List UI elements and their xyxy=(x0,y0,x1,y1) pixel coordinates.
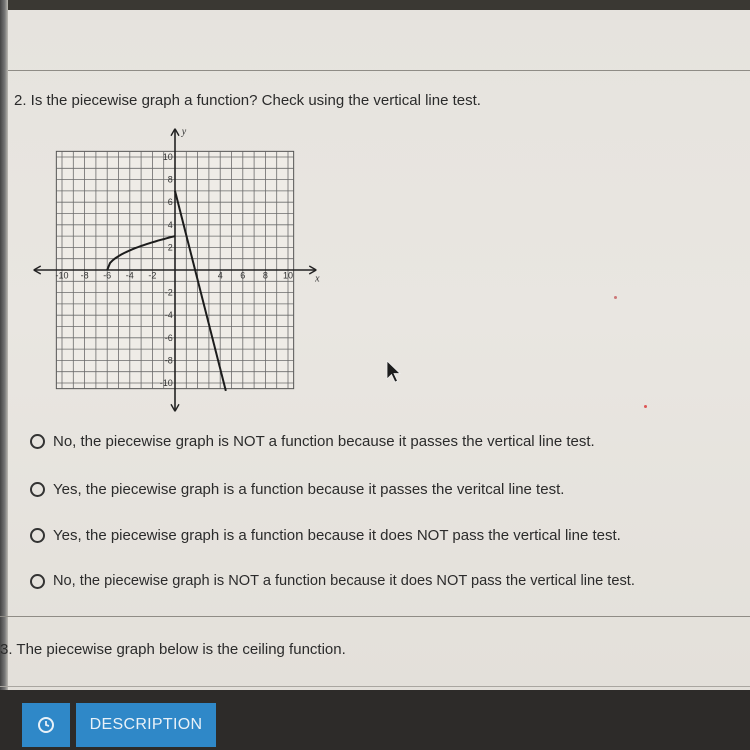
question-2-text: 2. Is the piecewise graph a function? Check using the vertical line test. xyxy=(14,92,481,109)
y-tick-label: 6 xyxy=(167,197,173,208)
x-tick-label: -10 xyxy=(55,270,69,281)
y-tick-label: -4 xyxy=(164,310,173,321)
divider-middle xyxy=(0,616,750,617)
x-tick-label: 4 xyxy=(217,270,223,281)
y-tick-label: 10 xyxy=(162,152,173,162)
timer-button[interactable] xyxy=(22,703,70,747)
divider-top xyxy=(8,70,750,71)
clock-icon xyxy=(37,716,55,734)
description-button[interactable]: DESCRIPTION xyxy=(76,703,216,747)
option-3[interactable] xyxy=(30,527,621,544)
option-3-label: Yes, the piecewise graph is a function because it does NOT pass the vertical line test. xyxy=(53,527,621,544)
x-tick-label: 8 xyxy=(262,270,268,281)
radio-option-4[interactable] xyxy=(30,574,45,589)
divider-bottom xyxy=(0,686,750,687)
y-tick-label: -10 xyxy=(159,378,173,388)
x-tick-label: -6 xyxy=(103,270,112,281)
x-tick-label: -4 xyxy=(125,270,134,281)
question-3-text: 3. The piecewise graph below is the ceiling function. xyxy=(0,641,346,658)
y-tick-label: -6 xyxy=(164,332,173,343)
y-tick-label: 2 xyxy=(167,242,173,253)
x-tick-label: -2 xyxy=(148,270,157,281)
option-2[interactable] xyxy=(30,481,564,498)
radio-option-2[interactable] xyxy=(30,482,45,497)
radio-option-1[interactable] xyxy=(30,434,45,449)
piecewise-graph xyxy=(30,128,330,413)
y-axis-label: y xyxy=(181,128,187,138)
option-4[interactable] xyxy=(30,573,635,589)
x-axis-label: x xyxy=(315,273,320,285)
option-4-label: No, the piecewise graph is NOT a function because it does NOT pass the vertical line test. xyxy=(53,573,635,589)
y-tick-label: 8 xyxy=(167,174,173,185)
option-2-label: Yes, the piecewise graph is a function because it passes the veritcal line test. xyxy=(53,481,565,498)
x-tick-label: -8 xyxy=(80,270,89,281)
x-tick-label: 6 xyxy=(240,270,246,281)
mouse-pointer-icon xyxy=(385,360,401,384)
y-tick-label: -2 xyxy=(164,287,173,298)
radio-option-3[interactable] xyxy=(30,528,45,543)
y-tick-label: -8 xyxy=(164,355,173,366)
screen-left-edge xyxy=(0,0,8,750)
option-1-label: No, the piecewise graph is NOT a function because it passes the vertical line test. xyxy=(53,433,595,450)
y-tick-label: 4 xyxy=(167,219,173,230)
screen-speck-2 xyxy=(644,405,647,408)
screen-speck xyxy=(614,296,617,299)
x-tick-label: 10 xyxy=(282,270,294,281)
option-1[interactable] xyxy=(30,433,595,450)
